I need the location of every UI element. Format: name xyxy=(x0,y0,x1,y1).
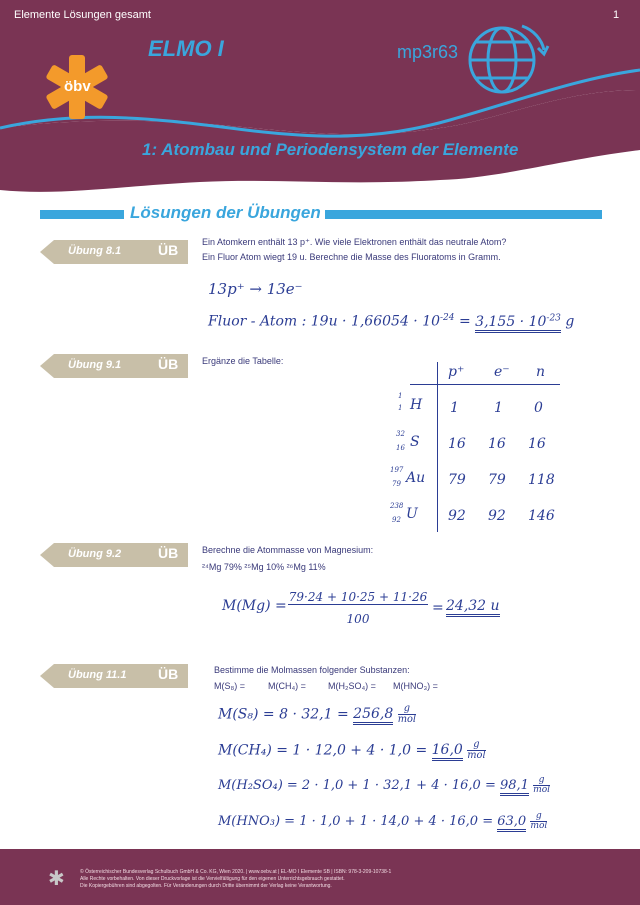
table-header: e⁻ xyxy=(494,364,510,380)
fraction-denominator: 100 xyxy=(346,612,370,626)
ub-badge-icon: ÜB xyxy=(158,242,179,258)
exercise-tab-8-1 xyxy=(40,240,188,264)
exercise-label: Übung 9.2 xyxy=(68,548,122,560)
document-title: Elemente Lösungen gesamt xyxy=(14,9,151,21)
section-bar-right xyxy=(322,210,602,219)
particle-table: p⁺ e⁻ n 1 1 H 1 1 0 32 16 S 16 16 16 197 79 Au 79 79 118 238 92 U 92 92 146 xyxy=(390,362,560,532)
footer-star-icon: ✱ xyxy=(48,868,65,890)
exercise-tab-9-1 xyxy=(40,354,188,378)
question-text: Ein Fluor Atom wiegt 19 u. Berechne die Masse des Fluoratoms in Gramm. xyxy=(202,252,501,262)
question-text: M(CH₄) = xyxy=(268,681,306,691)
exercise-tab-9-2 xyxy=(40,543,188,567)
element-symbol: Au xyxy=(406,470,426,486)
question-text: Ergänze die Tabelle: xyxy=(202,356,284,366)
fraction-numerator: 79·24 + 10·25 + 11·26 xyxy=(288,590,428,604)
element-symbol: S xyxy=(410,434,420,450)
answer-line: M(Mg) = xyxy=(222,598,287,614)
table-header: n xyxy=(536,364,546,380)
answer-line: 13p⁺ → 13e⁻ xyxy=(208,280,303,298)
header-banner xyxy=(0,0,640,200)
question-text: M(S₈) = xyxy=(214,681,245,691)
answer-line: M(CH₄) = 1 · 12,0 + 4 · 1,0 = 16,0 $\frac{g}{\text{mol}}$ xyxy=(218,739,486,761)
ub-badge-icon: ÜB xyxy=(158,666,179,682)
section-title: Lösungen der Übungen xyxy=(126,203,325,223)
question-text: M(HNO₃) = xyxy=(393,681,438,691)
page-number: 1 xyxy=(613,9,620,21)
question-text: M(H₂SO₄) = xyxy=(328,681,376,691)
equals-sign: = xyxy=(432,600,444,616)
series-title: ELMO I xyxy=(148,36,224,61)
online-code: mp3r63 xyxy=(397,42,459,62)
exercise-label: Übung 8.1 xyxy=(68,245,122,257)
publisher-logo: öbv xyxy=(64,78,91,95)
chapter-title: 1: Atombau und Periodensystem der Elemente xyxy=(142,140,519,159)
answer-result: 24,32 u xyxy=(446,598,500,614)
table-header: p⁺ xyxy=(448,364,465,380)
answer-line: M(H₂SO₄) = 2 · 1,0 + 1 · 32,1 + 4 · 16,0 = 98,1 $\frac{g}{\text{mol}}$ xyxy=(218,775,551,796)
exercise-tab-11-1 xyxy=(40,664,188,688)
question-text: ²⁴Mg 79% ²⁵Mg 10% ²⁶Mg 11% xyxy=(202,562,326,572)
ub-badge-icon: ÜB xyxy=(158,356,179,372)
answer-line: M(HNO₃) = 1 · 1,0 + 1 · 14,0 + 4 · 16,0 = 63,0 $\frac{g}{\text{mol}}$ xyxy=(218,811,548,832)
globe-icon xyxy=(462,20,552,100)
element-symbol: H xyxy=(410,397,423,413)
exercise-label: Übung 9.1 xyxy=(68,359,122,371)
footer-text: © Österreichischer Bundesverlag Schulbuch GmbH & Co. KG, Wien 2020. | www.oebv.at | EL-MO I Elemente SB | ISBN: 978-3-209-10738-1 Alle Rechte vorbehalten. Von dieser Druckvorlage ist die Vervielfältigung für den eigenen Unterrichtsgebrauch gestattet. Die Kopiergebühren sind abgegolten. Für Veränderungen durch Dritte übernimmt der Verlag keine Verantwortung. xyxy=(80,869,392,889)
question-text: Bestimme die Molmassen folgender Substanzen: xyxy=(214,665,410,675)
element-symbol: U xyxy=(406,506,418,522)
section-bar-left xyxy=(40,210,124,219)
question-text: Ein Atomkern enthält 13 p⁺. Wie viele Elektronen enthält das neutrale Atom? xyxy=(202,237,507,247)
ub-badge-icon: ÜB xyxy=(158,545,179,561)
question-text: Berechne die Atommasse von Magnesium: xyxy=(202,545,374,555)
exercise-label: Übung 11.1 xyxy=(68,669,127,681)
answer-line: Fluor - Atom : $19u \cdot 1,66054 \cdot 10^{-24} = 3,155 \cdot 10^{-23}$ g xyxy=(208,313,574,330)
answer-line: M(S₈) = 8 · 32,1 = 256,8 $\frac{g}{\text{mol}}$ xyxy=(218,703,417,725)
